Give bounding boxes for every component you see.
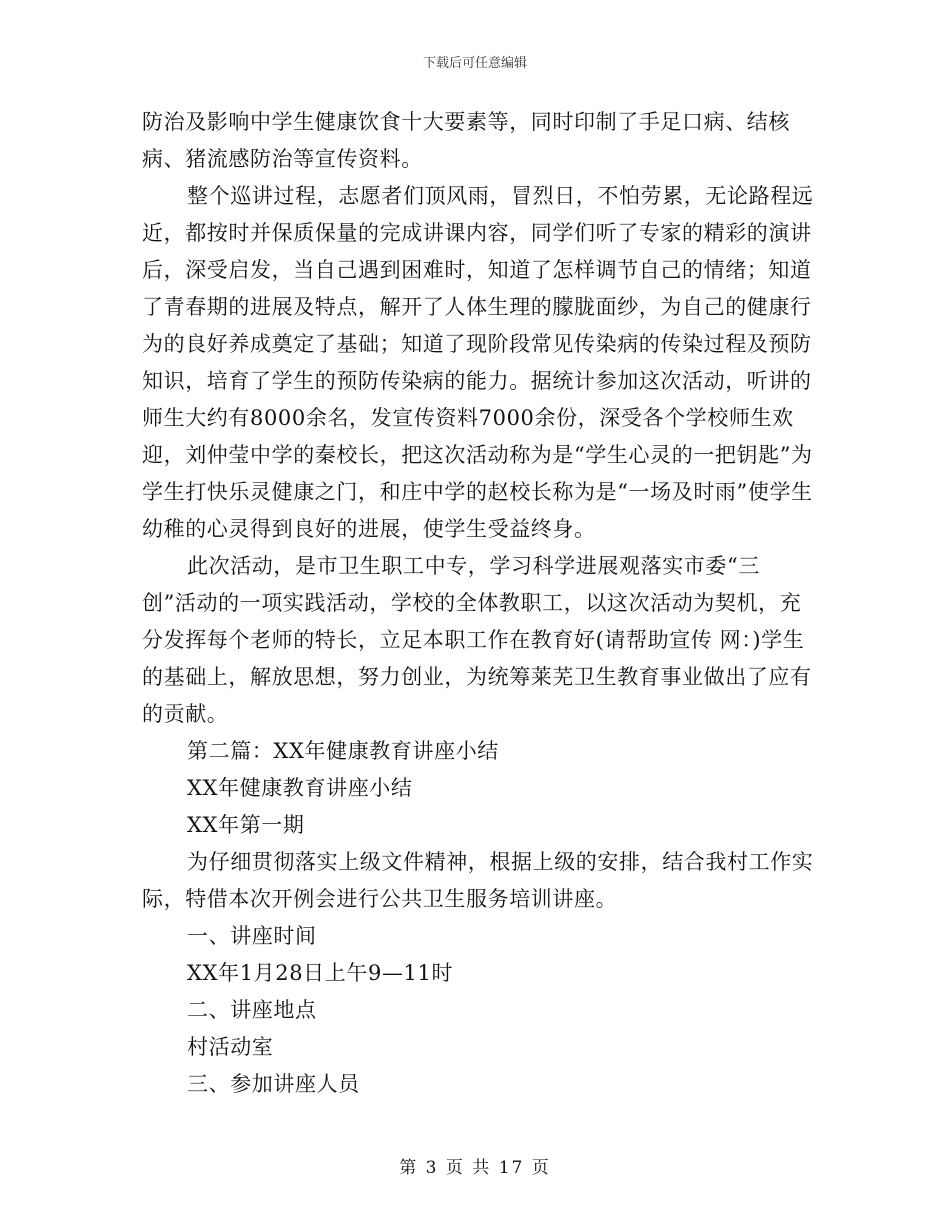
paragraph-activity-summary: 此次活动，是市卫生职工中专，学习科学进展观落实市委“三创”活动的一项实践活动，学校的全体教职工，以这次活动为契机，充分发挥每个老师的特长，立足本职工作在教育好(请帮助宣传 网：)学生的基础上，解放思想，努力创业，为统筹莱芜卫生教育事业做出了应有的贡献。 (142, 554, 812, 726)
paragraph-lecture-tour: 整个巡讲过程，志愿者们顶风雨，冒烈日，不怕劳累，无论路程远近，都按时并保质保量的完成讲课内容，同学们听了专家的精彩的演讲后，深受启发，当自己遇到困难时，知道了怎样调节自己的情绪；知道了青春期的进展及特点，解开了人体生理的朦胧面纱，为自己的健康行为的良好养成奠定了基础；知道了现阶段常见传染病的传染过程及预防知识，培育了学生的预防传染病的能力。据统计参加这次活动，听讲的师生大约有8000余名，发宣传资料7000余份，深受各个学校师生欢迎，刘仲莹中学的秦校长，把这次活动称为是“学生心灵的一把钥匙”为学生打快乐灵健康之门，和庄中学的赵校长称为是“一场及时雨”使学生幼稚的心灵得到良好的进展，使学生受益终身。 (142, 184, 814, 541)
document-body (142, 104, 814, 1103)
paragraph-continuation: 防治及影响中学生健康饮食十大要素等，同时印制了手足口病、结核病、猪流感防治等宣传资料。 (142, 110, 790, 171)
heading-attendees: 三、参加讲座人员 (187, 1072, 360, 1096)
paragraph-intro: 为仔细贯彻落实上级文件精神，根据上级的安排，结合我村工作实际，特借本次开例会进行公共卫生服务培训讲座。 (142, 850, 814, 911)
page-header: 下载后可任意编辑 (422, 56, 527, 71)
heading-lecture-time: 一、讲座时间 (187, 924, 317, 948)
lecture-time-value: XX年1月28日上午9—11时 (187, 961, 454, 985)
page-number-footer: 第 3 页 共 17 页 (399, 1158, 551, 1178)
lecture-location-value: 村活动室 (187, 1035, 274, 1059)
heading-lecture-location: 二、讲座地点 (187, 998, 317, 1022)
section-heading-part-two: 第二篇：XX年健康教育讲座小结 (187, 739, 499, 763)
issue-label: XX年第一期 (187, 813, 305, 837)
document-title: XX年健康教育讲座小结 (187, 776, 413, 800)
